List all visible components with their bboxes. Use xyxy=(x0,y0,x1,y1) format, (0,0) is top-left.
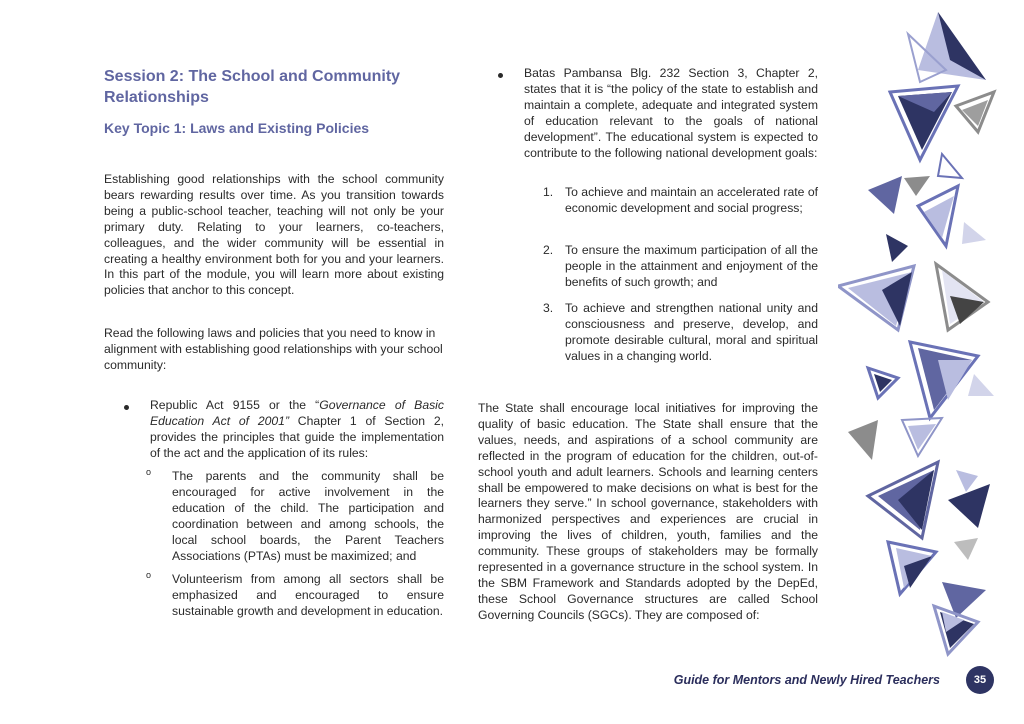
triangle-shape xyxy=(868,176,902,214)
triangle-shape xyxy=(962,222,986,244)
goal-item xyxy=(478,185,818,235)
triangle-shape xyxy=(886,234,908,262)
decorative-triangles xyxy=(838,0,1024,664)
state-paragraph: The State shall encourage local initiatives for improving the quality of basic education. The State shall ensure that the values, needs, and aspirations of a school community are reflected in the program of education for the children, out-of-school youth and adult learners. Schools and learning centers shall be empowered to make decisions on what is best for the learners they serve.” In school governance, stakeholders with harmonized perspectives and experiences are crucial in improving the lives of children, youth, families and the community. These groups of stakeholders may be formally represented in a governance structure in the school system. In the SBM Framework and Standards adopted by the DepEd, these School Governance structures are called School Governing Councils (SGCs). They are composed of: xyxy=(478,401,818,622)
bullet-bp232 xyxy=(478,66,818,186)
read-paragraph: Read the following laws and policies that you need to know in alignment with establishing good relationships with your school community: xyxy=(104,326,443,372)
goal-item xyxy=(478,243,818,293)
bullet-marker xyxy=(124,405,129,410)
triangle-shape xyxy=(954,538,978,560)
goal-number: 2. xyxy=(543,243,554,257)
triangle-shape xyxy=(848,420,878,460)
sub-item-text: Volunteerism from among all sectors shall be emphasized and encouraged to ensure sustainable growth and development in education. xyxy=(172,572,444,618)
ra-prefix: Republic Act 9155 or the “ xyxy=(150,398,320,412)
ra-italic-title: Governance of Basic Education Act of 2001” xyxy=(150,398,444,428)
ra-suffix: Chapter 1 of Section 2, provides the principles that guide the implementation of the act and the application of its rules: xyxy=(150,413,445,460)
goal-number: 3. xyxy=(543,301,554,315)
page-number-badge: 35 xyxy=(966,666,994,694)
triangle-shape xyxy=(938,154,962,178)
bullet-ra9155-text xyxy=(150,398,444,462)
triangle-shape xyxy=(968,374,994,396)
goal-text: To ensure the maximum participation of all the people in the attainment and enjoyment of the benefits of such growth; and xyxy=(565,243,818,289)
sub-item-marker: o xyxy=(146,570,152,580)
triangle-shape xyxy=(908,424,936,450)
goal-text: To achieve and strengthen national unity and consciousness and preserve, develop, and promote desirable cultural, moral and spiritual values in a changing world. xyxy=(565,301,818,363)
session-title: Session 2: The School and Community Relationships xyxy=(104,68,401,106)
sub-item-text: The parents and the community shall be encouraged for active involvement in the education of the child. The participation and coordination between and among schools, the local school boards, the Parent Teachers Associations (PTAs) must be maximized; and xyxy=(172,469,444,563)
goal-number: 1. xyxy=(543,185,554,199)
intro-paragraph: Establishing good relationships with the school community bears rewarding results over time. As you transition towards being a public-school teacher, teaching will not only be your primary duty. Relating to your learners, co-teachers, colleagues, and the wider community will be essential in creating a healthy environment both for you and your learners. In this part of the module, you will learn more about existing policies that anchor to this concept. xyxy=(104,172,444,298)
triangle-shape xyxy=(904,176,930,196)
sub-item xyxy=(104,469,444,569)
bullet-bp232-text: Batas Pambansa Blg. 232 Section 3, Chapter 2, states that it is “the policy of the state to establish and maintain a complete, adequate and integrated system of education relevant to the goals of national development”. The educational system is expected to contribute to the following national development goals: xyxy=(524,66,818,160)
goal-text: To achieve and maintain an accelerated rate of economic development and social progress; xyxy=(565,185,818,215)
sub-item-marker: o xyxy=(146,467,152,477)
triangle-shape xyxy=(874,374,892,392)
footer-title: Guide for Mentors and Newly Hired Teachers xyxy=(673,673,940,687)
sub-item xyxy=(104,572,444,642)
key-topic-heading: Key Topic 1: Laws and Existing Policies xyxy=(104,120,370,136)
bullet-ra9155 xyxy=(104,398,444,468)
bullet-marker xyxy=(498,73,503,78)
triangle-shape xyxy=(948,484,990,528)
triangle-shape xyxy=(956,470,978,492)
goal-item xyxy=(478,301,818,367)
